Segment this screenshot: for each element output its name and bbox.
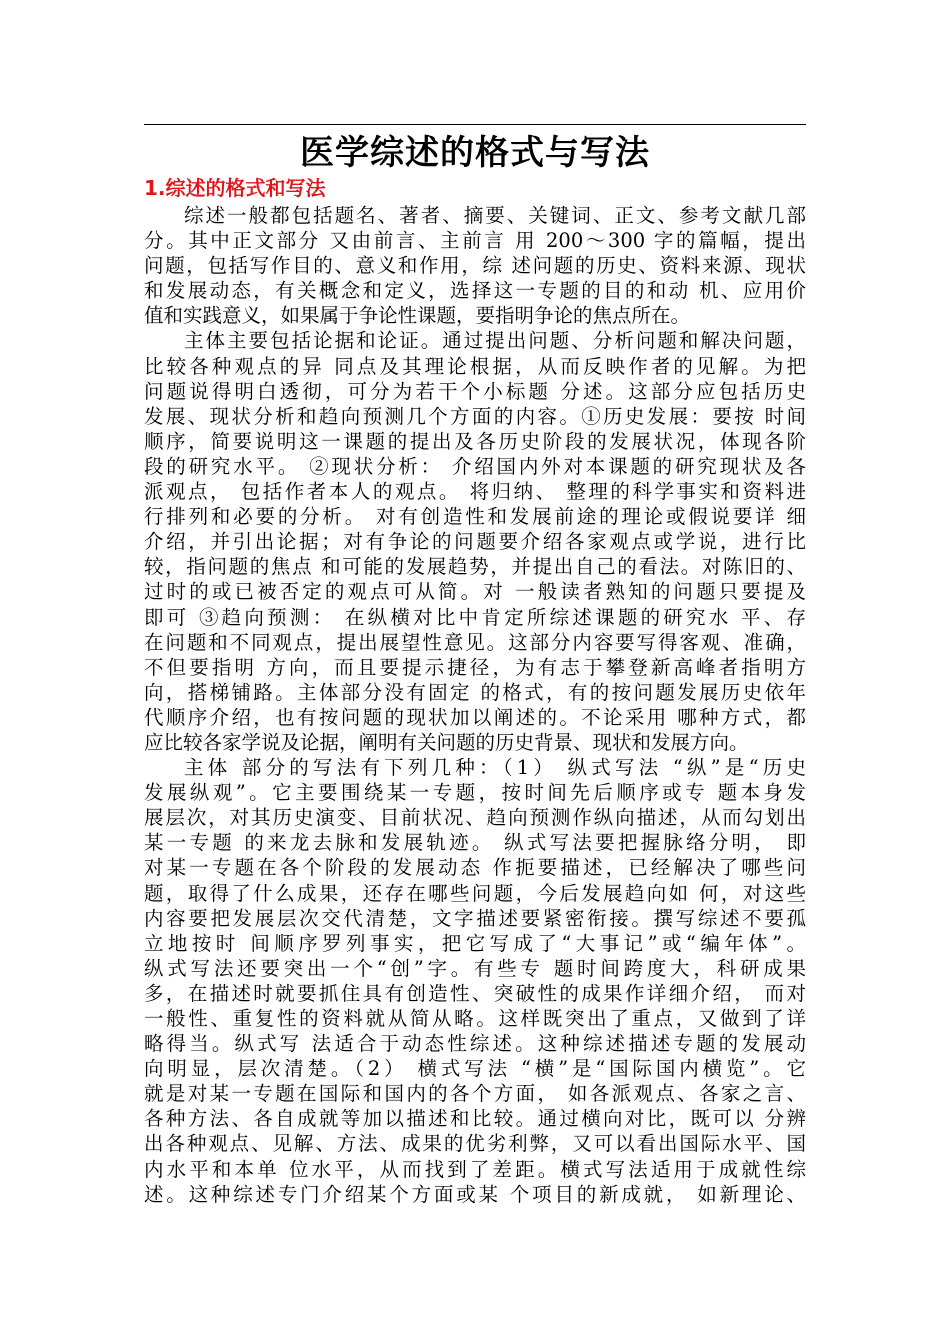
text-line: 内容要把发展层次交代清楚，文字描述要紧密衔接。撰写综述不要孤 [144,906,806,930]
text-line: 和发展动态，有关概念和定义，选择这一专题的目的和动 机、应用价 [144,279,806,303]
text-line: 略得当。纵式写 法适合于动态性综述。这种综述描述专题的发展动 [144,1032,806,1056]
text-line: 纵式写法还要突出一个“创”字。有些专 题时间跨度大，科研成果 [144,956,806,980]
text-line: 对某一专题在各个阶段的发展动态 作扼要描述，已经解决了哪些问 [144,856,806,880]
text-line: 出各种观点、见解、方法、成果的优劣利弊，又可以看出国际水平、国 [144,1132,806,1156]
text-line: 发展、现状分析和趋向预测几个方面的内容。①历史发展：要按 时间 [144,404,806,428]
text-line: 比较各种观点的异 同点及其理论根据，从而反映作者的见解。为把 [144,354,806,378]
text-line: 就是对某一专题在国际和国内的各个方面， 如各派观点、各家之言、 [144,1082,806,1106]
text-line: 行排列和必要的分析。 对有创造性和发展前途的理论或假说要详 细 [144,505,806,529]
text-line: 派观点， 包括作者本人的观点。 将归纳、 整理的科学事实和资料进 [144,480,806,504]
text-line: 较，指问题的焦点 和可能的发展趋势，并提出自己的看法。对陈旧的、 [144,555,806,579]
text-line: 展层次，对其历史演变、目前状况、趋向预测作纵向描述，从而勾划出 [144,806,806,830]
text-line: 应比较各家学说及论据，阐明有关问题的历史背景、现状和发展方向。 [144,730,749,754]
text-line: 段的研究水平。 ②现状分析： 介绍国内外对本课题的研究现状及各 [144,454,806,478]
text-line: 某一专题 的来龙去脉和发展轨迹。 纵式写法要把握脉络分明， 即 [144,831,806,855]
text-line: 问题说得明白透彻，可分为若干个小标题 分述。这部分应包括历史 [144,379,806,403]
text-line: 立地按时 间顺序罗列事实，把它写成了“大事记”或“编年体”。 [144,931,806,955]
text-line: 不但要指明 方向，而且要提示捷径，为有志于攀登新高峰者指明方 [144,655,806,679]
text-line: 分。其中正文部分 又由前言、主前言 用 200～300 字的篇幅，提出 [144,229,806,253]
text-line: 在问题和不同观点，提出展望性意见。这部分内容要写得客观、准确， [144,630,806,654]
text-line: 多，在描述时就要抓住具有创造性、突破性的成果作详细介绍， 而对 [144,981,806,1005]
text-line: 顺序，简要说明这一课题的提出及各历史阶段的发展状况，体现各阶 [144,429,806,453]
text-line: 题，取得了什么成果，还存在哪些问题，今后发展趋向如 何，对这些 [144,881,806,905]
text-line: 代顺序介绍，也有按问题的现状加以阐述的。不论采用 哪种方式，都 [144,705,806,729]
text-line: 述。这种综述专门介绍某个方面或某 个项目的新成就， 如新理论、 [144,1182,806,1206]
text-line: 发展纵观”。它主要围绕某一专题，按时间先后顺序或专 题本身发 [144,781,806,805]
text-line: 值和实践意义，如果属于争论性课题，要指明争论的焦点所在。 [144,304,691,328]
section-heading: 1.综述的格式和写法 [144,176,326,200]
text-line: 即可 ③趋向预测： 在纵横对比中肯定所综述课题的研究水 平、存 [144,605,806,629]
text-line: 主体主要包括论据和论证。通过提出问题、分析问题和解决问题， [184,329,806,353]
text-line: 内水平和本单 位水平，从而找到了差距。横式写法适用于成就性综 [144,1157,806,1181]
text-line: 过时的或已被否定的观点可从简。对 一般读者熟知的问题只要提及 [144,580,806,604]
text-line: 综述一般都包括题名、著者、摘要、关键词、正文、参考文献几部 [184,204,806,227]
document-title: 医学综述的格式与写法 [300,133,650,173]
text-line: 问题，包括写作目的、意义和作用，综 述问题的历史、资料来源、现状 [144,254,806,278]
body-text [144,203,806,1207]
text-line: 主体 部分的写法有下列几种：（1） 纵式写法 “纵”是“历史 [184,756,806,780]
text-line: 向明显，层次清楚。（2） 横式写法 “横”是“国际国内横览”。它 [144,1057,806,1081]
text-line: 一般性、重复性的资料就从简从略。这样既突出了重点，又做到了详 [144,1007,806,1030]
text-line: 各种方法、各自成就等加以描述和比较。通过横向对比，既可以 分辨 [144,1107,806,1131]
header-rule [144,124,806,125]
text-line: 介绍，并引出论据；对有争论的问题要介绍各家观点或学说，进行比 [144,530,806,554]
text-line: 向，搭梯铺路。主体部分没有固定 的格式，有的按问题发展历史依年 [144,680,806,704]
